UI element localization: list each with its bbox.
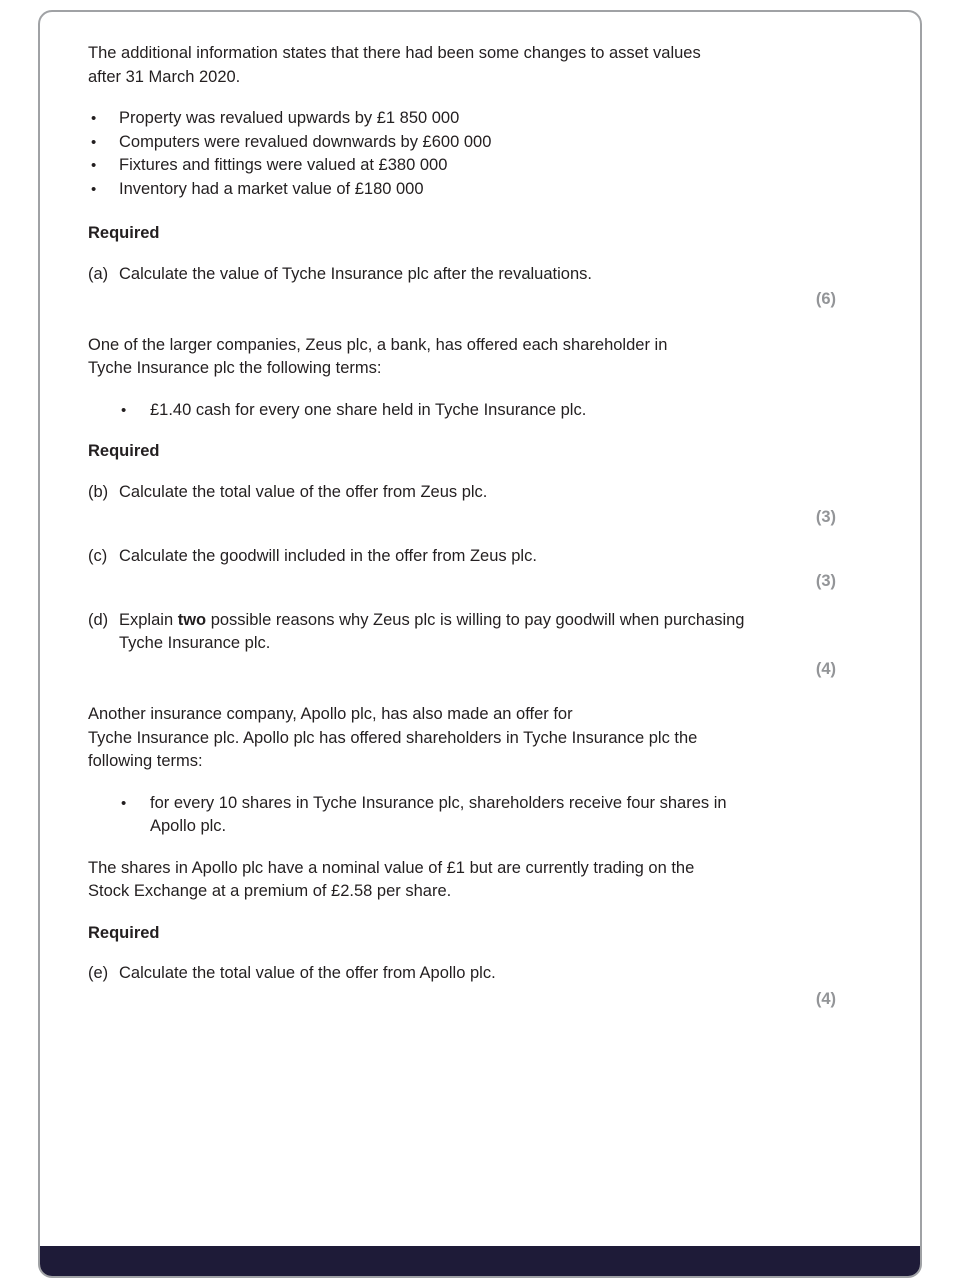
question-text: Calculate the goodwill included in the offer from Zeus plc. bbox=[119, 546, 537, 565]
apollo-intro-paragraph bbox=[88, 703, 872, 774]
required-heading: Required bbox=[88, 923, 160, 942]
list-item-line: • for every 10 shares in Tyche Insurance plc, shareholders receive four shares in bbox=[150, 793, 727, 812]
question-text: Calculate the total value of the offer from Zeus plc. bbox=[119, 482, 488, 501]
question-label: (e) bbox=[88, 964, 109, 982]
list-item: • Fixtures and fittings were valued at £380 000 bbox=[88, 154, 872, 178]
intro-paragraph bbox=[88, 42, 872, 89]
required-heading: Required bbox=[88, 224, 160, 242]
question-c bbox=[88, 545, 872, 594]
page-footer-bar bbox=[40, 1246, 920, 1276]
question-label: (b) bbox=[88, 482, 109, 501]
paragraph-line: Another insurance company, Apollo plc, has also made an offer for bbox=[88, 705, 573, 723]
list-item: • £1.40 cash for every one share held in Tyche Insurance plc. bbox=[120, 399, 872, 423]
required-heading: Required bbox=[88, 442, 160, 460]
shares-paragraph bbox=[88, 857, 872, 904]
zeus-intro-paragraph bbox=[88, 334, 872, 381]
question-text-segment: possible reasons why Zeus plc is willing to pay goodwill when purchasing Tyche Insurance plc. bbox=[119, 610, 745, 652]
list-item-line: Apollo plc. bbox=[150, 817, 227, 835]
paragraph-line: after 31 March 2020. bbox=[88, 67, 241, 86]
question-paper-content bbox=[40, 12, 920, 1011]
question-text: Calculate the value of Tyche Insurance plc after the revaluations. bbox=[119, 264, 592, 283]
apollo-terms-list bbox=[120, 792, 872, 839]
paragraph-line: Tyche Insurance plc the following terms: bbox=[88, 359, 382, 377]
question-text-bold: two bbox=[177, 610, 207, 629]
paragraph-line: One of the larger companies, Zeus plc, a bank, has offered each shareholder in bbox=[88, 335, 668, 354]
question-b bbox=[88, 481, 872, 530]
list-item: • Computers were revalued downwards by £600 000 bbox=[88, 131, 872, 155]
paragraph-line: following terms: bbox=[88, 752, 203, 770]
marks-badge: (3) bbox=[815, 508, 836, 526]
marks-badge: (3) bbox=[815, 572, 836, 590]
question-a bbox=[88, 263, 872, 312]
question-d bbox=[88, 609, 872, 682]
paragraph-line: The shares in Apollo plc have a nominal value of £1 but are currently trading on the bbox=[88, 858, 695, 877]
marks-badge: (4) bbox=[815, 659, 836, 678]
paragraph-line: Tyche Insurance plc. Apollo plc has offered shareholders in Tyche Insurance plc the bbox=[88, 728, 698, 747]
question-text: Calculate the total value of the offer from Apollo plc. bbox=[119, 964, 496, 982]
list-item bbox=[120, 792, 872, 839]
asset-changes-list bbox=[88, 107, 872, 201]
question-label: (a) bbox=[88, 264, 109, 283]
paragraph-line: Stock Exchange at a premium of £2.58 per share. bbox=[88, 882, 452, 900]
question-e bbox=[88, 962, 872, 1011]
question-label: (c) bbox=[88, 546, 108, 565]
list-item: • Inventory had a market value of £180 000 bbox=[88, 178, 872, 202]
question-paper-frame bbox=[38, 10, 922, 1278]
marks-badge: (4) bbox=[815, 989, 836, 1008]
marks-badge: (6) bbox=[815, 290, 836, 308]
question-label: (d) bbox=[88, 610, 109, 629]
paragraph-line: The additional information states that there had been some changes to asset values bbox=[88, 44, 701, 62]
question-text bbox=[119, 609, 749, 656]
zeus-terms-list bbox=[120, 399, 872, 423]
list-item: • Property was revalued upwards by £1 850 000 bbox=[88, 107, 872, 131]
question-text-segment: Explain bbox=[119, 610, 178, 629]
